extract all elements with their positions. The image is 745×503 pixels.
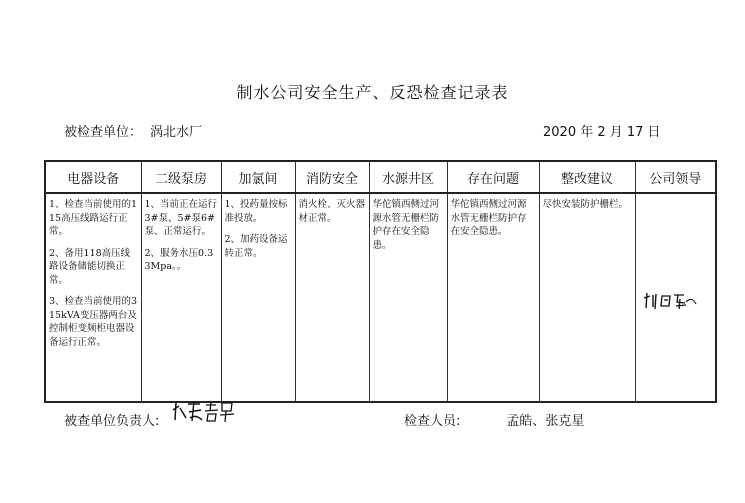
leader-signature	[640, 290, 700, 312]
header-fire-safety: 消防安全	[295, 161, 369, 193]
cell-line: 1、当前正在运行3#泵、5#泵6#泵、正常运行。	[144, 199, 218, 237]
cell-fire-safety	[295, 193, 369, 402]
responsible-signature	[170, 398, 236, 424]
cell-electrical	[45, 193, 141, 402]
cell-leadership	[635, 193, 716, 402]
cell-well-area	[369, 193, 447, 402]
inspected-unit-value: 涡北水厂	[150, 125, 203, 140]
inspectors	[404, 410, 584, 429]
inspection-record-table	[44, 160, 717, 403]
cell-line: 1、投药量按标准投放。	[224, 199, 288, 224]
cell-line: 1、检查当前使用的115高压线路运行正常。	[49, 199, 138, 237]
cell-line: 2、加药设备运转正常。	[224, 234, 288, 259]
cell-line: 华佗镇西侧过河源水管无栅栏防护存在安全隐患。	[450, 199, 527, 237]
cell-line: 华佗镇西侧过河源水管无栅栏防护存在安全隐患。	[372, 199, 440, 251]
inspected-unit-label: 被检查单位：	[64, 125, 143, 140]
inspector-label: 检查人员:	[404, 414, 461, 429]
inspected-unit	[64, 121, 202, 140]
header-pump-room: 二级泵房	[141, 161, 221, 193]
responsible-person-label: 被查单位负责人:	[64, 414, 160, 429]
inspection-date: 2020 年 2 月 17 日	[543, 125, 661, 140]
cell-chlorination	[221, 193, 295, 402]
header-well-area: 水源井区	[369, 161, 447, 193]
cell-suggestions	[539, 193, 635, 402]
inspector-names: 孟皓、张克星	[506, 414, 585, 429]
cell-line: 2、备用118高压线路设备储能切换正常。	[49, 247, 131, 286]
cell-line: 消火栓、灭火器材正常。	[298, 199, 366, 224]
header-leadership: 公司领导	[635, 161, 716, 193]
table-row	[45, 193, 716, 402]
header-chlorination: 加氯间	[221, 161, 295, 193]
cell-line: 尽快安装防护栅栏。	[542, 199, 629, 210]
header-suggestions: 整改建议	[539, 161, 635, 193]
header-electrical: 电器设备	[45, 161, 141, 193]
table-header-row	[45, 161, 716, 193]
header-problems: 存在问题	[447, 161, 539, 193]
cell-line: 3、检查当前使用的315kVA变压器两台及控制柜变频柜电器设备运行正常。	[49, 296, 138, 348]
cell-line: 2、服务水压0.33Mpa。。	[144, 247, 214, 272]
document-title: 制水公司安全生产、反恐检查记录表	[236, 83, 509, 102]
cell-pump-room	[141, 193, 221, 402]
cell-problems	[447, 193, 539, 402]
